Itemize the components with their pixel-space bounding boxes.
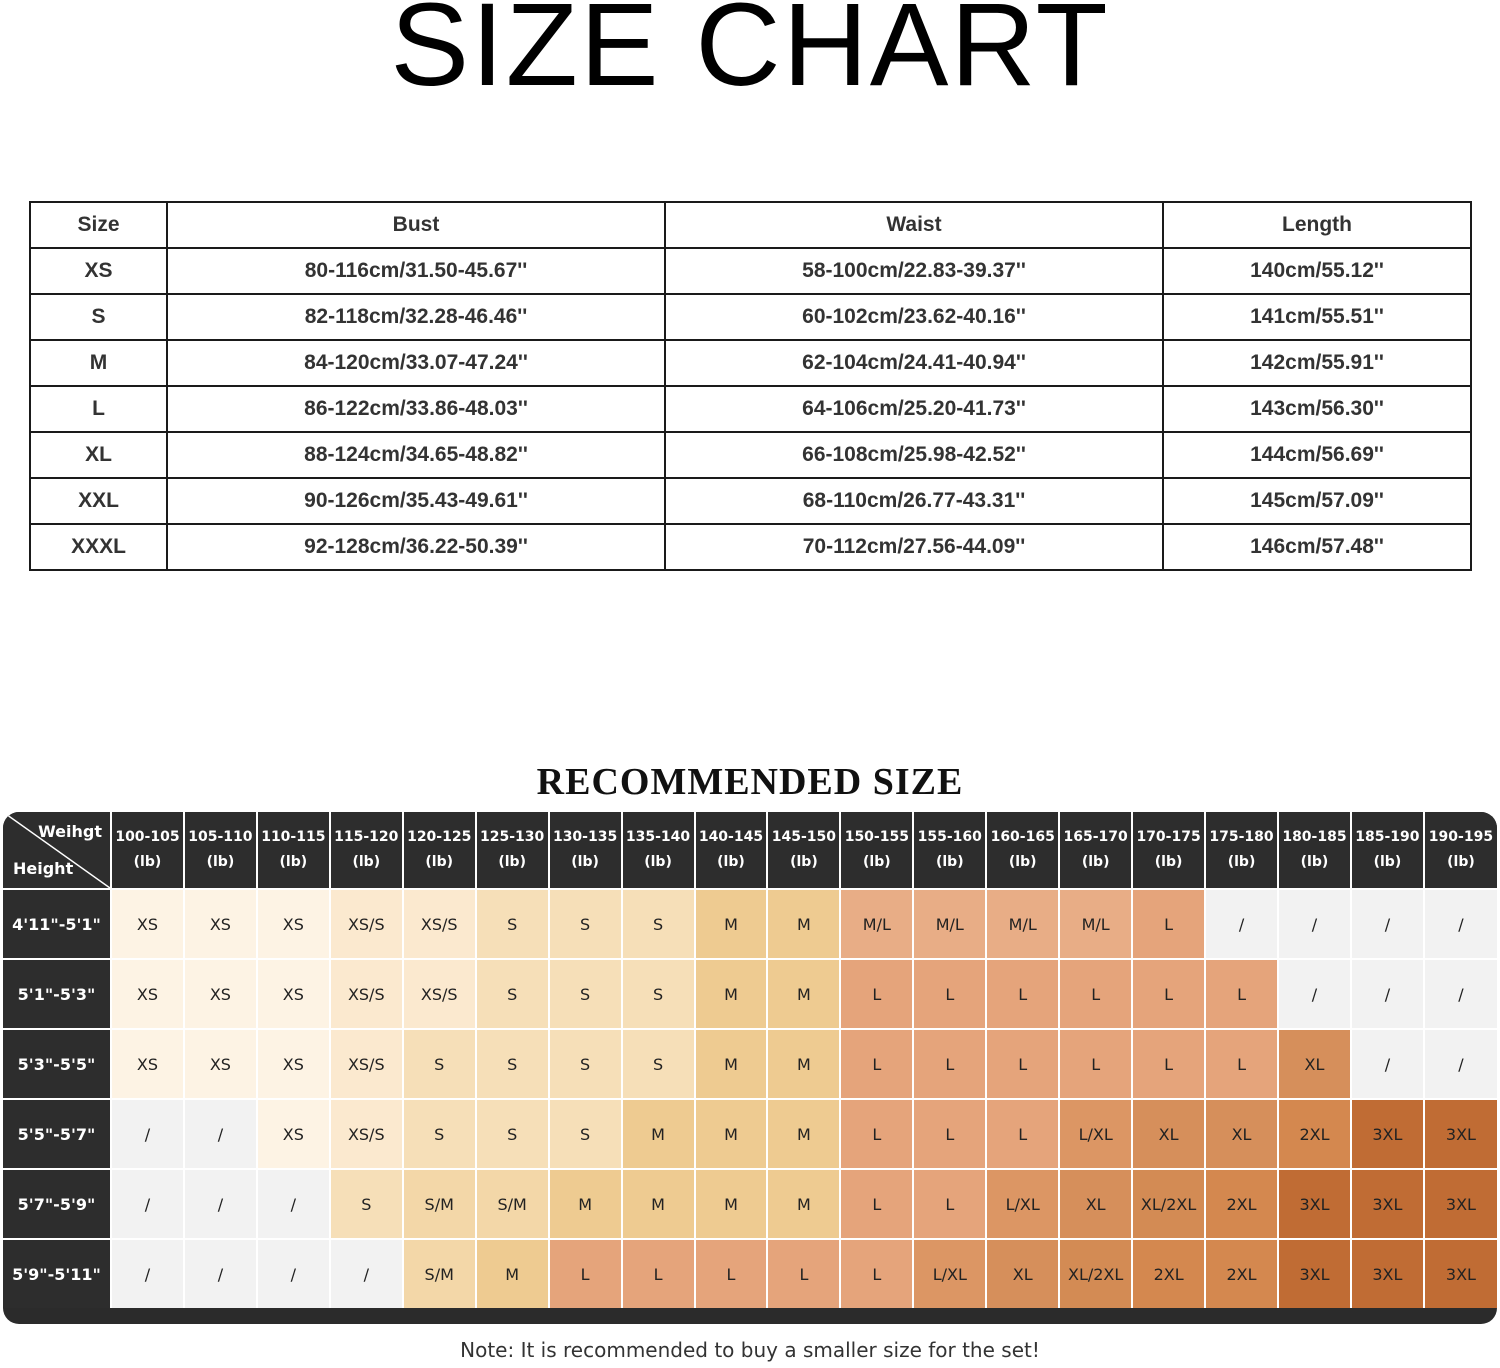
- weight-range: 170-175: [1136, 829, 1201, 845]
- size-recommendation-cell: L: [549, 1239, 622, 1308]
- size-recommendation-cell: S: [476, 1029, 549, 1099]
- weight-header: [840, 812, 913, 889]
- bust-cell: 90-126cm/35.43-49.61'': [167, 478, 665, 524]
- weight-range: 150-155: [844, 829, 909, 845]
- weight-header: [622, 812, 695, 889]
- height-row: [3, 889, 1497, 959]
- weight-unit: (lb): [425, 854, 454, 870]
- size-recommendation-cell: 3XL: [1278, 1169, 1351, 1239]
- size-recommendation-cell: L: [622, 1239, 695, 1308]
- bust-cell: 92-128cm/36.22-50.39'': [167, 524, 665, 570]
- weight-range: 120-125: [407, 829, 472, 845]
- weight-range: 125-130: [480, 829, 545, 845]
- size-recommendation-cell: XS: [257, 889, 330, 959]
- size-recommendation-cell: /: [257, 1239, 330, 1308]
- waist-cell: 68-110cm/26.77-43.31'': [665, 478, 1163, 524]
- size-table-row: [30, 432, 1471, 478]
- size-recommendation-cell: L: [1132, 889, 1205, 959]
- height-label: 5'1"-5'3": [3, 959, 111, 1029]
- size-recommendation-cell: S: [476, 889, 549, 959]
- size-recommendation-cell: M: [695, 1169, 768, 1239]
- size-recommendation-cell: XL: [1205, 1099, 1278, 1169]
- size-recommendation-cell: XS: [111, 889, 184, 959]
- size-recommendation-cell: M: [695, 1099, 768, 1169]
- size-table-header-row: [30, 202, 1471, 248]
- size-recommendation-cell: L: [840, 1099, 913, 1169]
- size-recommendation-cell: /: [1424, 889, 1497, 959]
- size-recommendation-cell: L: [913, 1099, 986, 1169]
- size-recommendation-cell: XS: [184, 959, 257, 1029]
- waist-cell: 58-100cm/22.83-39.37'': [665, 248, 1163, 294]
- weight-header: [403, 812, 476, 889]
- size-recommendation-cell: L: [840, 1029, 913, 1099]
- size-table-row: [30, 478, 1471, 524]
- weight-range: 130-135: [552, 829, 618, 845]
- size-recommendation-cell: M: [695, 1029, 768, 1099]
- size-recommendation-cell: XS/S: [330, 889, 403, 959]
- recommendation-note: Note: It is recommended to buy a smaller size for the set!: [460, 1338, 1040, 1362]
- height-label: 5'9"-5'11": [3, 1239, 111, 1308]
- waist-cell: 66-108cm/25.98-42.52'': [665, 432, 1163, 478]
- size-recommendation-cell: L/XL: [1059, 1099, 1132, 1169]
- corner-cell: [3, 812, 111, 889]
- size-recommendation-cell: L: [913, 1029, 986, 1099]
- size-table-row: [30, 386, 1471, 432]
- size-cell: XXL: [30, 478, 167, 524]
- size-recommendation-cell: 3XL: [1351, 1239, 1424, 1308]
- size-recommendation-cell: 3XL: [1351, 1099, 1424, 1169]
- size-recommendation-cell: XL/2XL: [1132, 1169, 1205, 1239]
- weight-unit: (lb): [935, 854, 964, 870]
- size-recommendation-cell: S: [330, 1169, 403, 1239]
- size-recommendation-cell: M/L: [840, 889, 913, 959]
- waist-cell: 62-104cm/24.41-40.94'': [665, 340, 1163, 386]
- size-recommendation-cell: /: [1424, 959, 1497, 1029]
- weight-range: 185-190: [1355, 829, 1420, 845]
- size-recommendation-cell: S/M: [403, 1239, 476, 1308]
- weight-range: 155-160: [917, 829, 982, 845]
- size-recommendation-cell: /: [1278, 959, 1351, 1029]
- size-recommendation-cell: L: [986, 1099, 1059, 1169]
- size-recommendation-cell: 2XL: [1205, 1239, 1278, 1308]
- size-recommendation-cell: XL/2XL: [1059, 1239, 1132, 1308]
- col-header-bust: Bust: [167, 202, 665, 248]
- size-recommendation-cell: S: [403, 1029, 476, 1099]
- size-recommendation-cell: XL: [1278, 1029, 1351, 1099]
- size-recommendation-cell: /: [330, 1239, 403, 1308]
- height-row: [3, 1239, 1497, 1308]
- size-recommendation-cell: /: [184, 1169, 257, 1239]
- size-recommendation-cell: /: [184, 1099, 257, 1169]
- size-recommendation-cell: XL: [1132, 1099, 1205, 1169]
- col-header-length: Length: [1163, 202, 1471, 248]
- size-recommendation-cell: 3XL: [1424, 1099, 1497, 1169]
- weight-header: [1132, 812, 1205, 889]
- size-recommendation-cell: L: [986, 959, 1059, 1029]
- size-recommendation-cell: L: [840, 959, 913, 1029]
- size-cell: XL: [30, 432, 167, 478]
- size-recommendation-cell: M: [476, 1239, 549, 1308]
- size-recommendation-cell: 3XL: [1278, 1239, 1351, 1308]
- col-header-waist: Waist: [665, 202, 1163, 248]
- size-recommendation-cell: S: [403, 1099, 476, 1169]
- size-recommendation-cell: L: [986, 1029, 1059, 1099]
- size-recommendation-cell: /: [1351, 959, 1424, 1029]
- size-recommendation-cell: S/M: [476, 1169, 549, 1239]
- size-recommendation-cell: XL: [1059, 1169, 1132, 1239]
- size-recommendation-cell: XS: [184, 889, 257, 959]
- weight-range: 190-195: [1428, 829, 1494, 845]
- weight-range: 145-150: [771, 829, 837, 845]
- weight-unit: (lb): [1373, 854, 1402, 870]
- size-recommendation-cell: M/L: [1059, 889, 1132, 959]
- weight-header: [184, 812, 257, 889]
- weight-range: 110-115: [261, 829, 326, 845]
- weight-header: [986, 812, 1059, 889]
- size-recommendation-cell: L: [767, 1239, 840, 1308]
- size-recommendation-cell: S: [476, 959, 549, 1029]
- size-recommendation-cell: 2XL: [1132, 1239, 1205, 1308]
- length-cell: 140cm/55.12'': [1163, 248, 1471, 294]
- size-recommendation-cell: S: [549, 1029, 622, 1099]
- size-recommendation-cell: XS/S: [330, 959, 403, 1029]
- size-recommendation-cell: L/XL: [913, 1239, 986, 1308]
- waist-cell: 60-102cm/23.62-40.16'': [665, 294, 1163, 340]
- size-recommendation-cell: M: [695, 889, 768, 959]
- bust-cell: 82-118cm/32.28-46.46'': [167, 294, 665, 340]
- weight-axis-label: Weihgt: [38, 822, 102, 841]
- size-recommendation-cell: XS: [257, 1099, 330, 1169]
- weight-unit: (lb): [1154, 854, 1183, 870]
- size-recommendation-cell: /: [1278, 889, 1351, 959]
- weight-header-row: [3, 812, 1497, 889]
- bust-cell: 84-120cm/33.07-47.24'': [167, 340, 665, 386]
- weight-unit: (lb): [717, 854, 745, 870]
- weight-header: [1059, 812, 1132, 889]
- size-recommendation-cell: /: [1424, 1029, 1497, 1099]
- size-recommendation-cell: L: [1059, 1029, 1132, 1099]
- height-row: [3, 1029, 1497, 1099]
- height-row: [3, 1169, 1497, 1239]
- weight-header: [1351, 812, 1424, 889]
- size-recommendation-cell: L: [1059, 959, 1132, 1029]
- size-recommendation-cell: /: [111, 1099, 184, 1169]
- weight-header: [695, 812, 768, 889]
- weight-range: 160-165: [990, 829, 1055, 845]
- height-axis-label: Height: [13, 859, 74, 878]
- size-recommendation-cell: /: [1351, 889, 1424, 959]
- size-recommendation-cell: L: [913, 1169, 986, 1239]
- size-recommendation-cell: 2XL: [1278, 1099, 1351, 1169]
- size-recommendation-cell: L: [695, 1239, 768, 1308]
- size-recommendation-cell: L: [1205, 1029, 1278, 1099]
- bust-cell: 88-124cm/34.65-48.82'': [167, 432, 665, 478]
- size-recommendation-cell: /: [184, 1239, 257, 1308]
- weight-range: 165-170: [1063, 829, 1128, 845]
- bust-cell: 86-122cm/33.86-48.03'': [167, 386, 665, 432]
- weight-range: 135-140: [625, 829, 691, 845]
- size-recommendation-cell: XS/S: [403, 889, 476, 959]
- length-cell: 142cm/55.91'': [1163, 340, 1471, 386]
- size-recommendation-cell: L: [840, 1169, 913, 1239]
- recommended-size-title: RECOMMENDED SIZE: [536, 761, 964, 803]
- col-header-size: Size: [30, 202, 167, 248]
- size-recommendation-cell: M: [767, 1099, 840, 1169]
- size-recommendation-cell: M: [767, 959, 840, 1029]
- weight-unit: (lb): [352, 854, 381, 870]
- height-row: [3, 959, 1497, 1029]
- weight-header: [913, 812, 986, 889]
- weight-range: 115-120: [334, 829, 399, 845]
- size-recommendation-cell: 3XL: [1424, 1239, 1497, 1308]
- size-recommendation-cell: XS: [184, 1029, 257, 1099]
- size-recommendation-cell: M: [767, 1169, 840, 1239]
- size-recommendation-cell: /: [257, 1169, 330, 1239]
- size-recommendation-cell: L: [840, 1239, 913, 1308]
- height-label: 5'7"-5'9": [3, 1169, 111, 1239]
- size-recommendation-cell: XS/S: [330, 1099, 403, 1169]
- size-recommendation-cell: S/M: [403, 1169, 476, 1239]
- weight-header: [1205, 812, 1278, 889]
- size-recommendation-cell: M: [622, 1169, 695, 1239]
- size-table-row: [30, 248, 1471, 294]
- size-chart-table: [29, 201, 1472, 571]
- size-recommendation-cell: /: [111, 1239, 184, 1308]
- weight-header: [1424, 812, 1497, 889]
- size-recommendation-cell: S: [622, 889, 695, 959]
- weight-unit: (lb): [206, 854, 235, 870]
- size-recommendation-cell: XS: [111, 1029, 184, 1099]
- height-label: 4'11"-5'1": [3, 889, 111, 959]
- size-recommendation-cell: M: [767, 1029, 840, 1099]
- height-label: 5'3"-5'5": [3, 1029, 111, 1099]
- size-recommendation-cell: S: [549, 889, 622, 959]
- height-label: 5'5"-5'7": [3, 1099, 111, 1169]
- bust-cell: 80-116cm/31.50-45.67'': [167, 248, 665, 294]
- weight-range: 175-180: [1209, 829, 1274, 845]
- size-recommendation-cell: M: [767, 889, 840, 959]
- size-recommendation-cell: L/XL: [986, 1169, 1059, 1239]
- weight-header: [330, 812, 403, 889]
- size-recommendation-cell: S: [549, 1099, 622, 1169]
- size-recommendation-cell: XS: [111, 959, 184, 1029]
- weight-header: [257, 812, 330, 889]
- size-table-row: [30, 294, 1471, 340]
- length-cell: 145cm/57.09'': [1163, 478, 1471, 524]
- length-cell: 141cm/55.51'': [1163, 294, 1471, 340]
- weight-header: [1278, 812, 1351, 889]
- size-recommendation-cell: XS: [257, 1029, 330, 1099]
- size-recommendation-cell: L: [1132, 959, 1205, 1029]
- size-recommendation-cell: XS/S: [403, 959, 476, 1029]
- size-recommendation-cell: 3XL: [1351, 1169, 1424, 1239]
- page-title: SIZE CHART: [390, 0, 1110, 111]
- length-cell: 146cm/57.48'': [1163, 524, 1471, 570]
- size-recommendation-cell: M/L: [913, 889, 986, 959]
- size-recommendation-cell: L: [913, 959, 986, 1029]
- size-cell: L: [30, 386, 167, 432]
- size-recommendation-cell: XL: [986, 1239, 1059, 1308]
- weight-range: 140-145: [698, 829, 764, 845]
- size-recommendation-cell: /: [111, 1169, 184, 1239]
- size-recommendation-cell: /: [1351, 1029, 1424, 1099]
- weight-range: 100-105: [115, 829, 180, 845]
- weight-unit: (lb): [644, 854, 672, 870]
- size-cell: XS: [30, 248, 167, 294]
- size-recommendation-cell: M/L: [986, 889, 1059, 959]
- size-table-row: [30, 340, 1471, 386]
- weight-header: [476, 812, 549, 889]
- weight-unit: (lb): [863, 854, 891, 870]
- waist-cell: 64-106cm/25.20-41.73'': [665, 386, 1163, 432]
- weight-unit: (lb): [1447, 854, 1475, 870]
- size-recommendation-cell: 3XL: [1424, 1169, 1497, 1239]
- weight-unit: (lb): [571, 854, 599, 870]
- weight-unit: (lb): [133, 854, 162, 870]
- height-row: [3, 1099, 1497, 1169]
- recommended-size-table: [3, 812, 1497, 1308]
- recommended-size-grid: [3, 812, 1497, 1324]
- weight-header: [549, 812, 622, 889]
- length-cell: 144cm/56.69'': [1163, 432, 1471, 478]
- weight-unit: (lb): [790, 854, 818, 870]
- weight-header: [111, 812, 184, 889]
- weight-unit: (lb): [1008, 854, 1037, 870]
- weight-unit: (lb): [1227, 854, 1256, 870]
- size-recommendation-cell: S: [549, 959, 622, 1029]
- weight-header: [767, 812, 840, 889]
- size-recommendation-cell: L: [1205, 959, 1278, 1029]
- size-recommendation-cell: S: [622, 959, 695, 1029]
- size-table-row: [30, 524, 1471, 570]
- weight-unit: (lb): [1081, 854, 1110, 870]
- weight-unit: (lb): [498, 854, 526, 870]
- waist-cell: 70-112cm/27.56-44.09'': [665, 524, 1163, 570]
- size-recommendation-cell: XS/S: [330, 1029, 403, 1099]
- length-cell: 143cm/56.30'': [1163, 386, 1471, 432]
- size-recommendation-cell: S: [622, 1029, 695, 1099]
- size-recommendation-cell: L: [1132, 1029, 1205, 1099]
- weight-unit: (lb): [279, 854, 308, 870]
- size-recommendation-cell: 2XL: [1205, 1169, 1278, 1239]
- weight-unit: (lb): [1300, 854, 1329, 870]
- size-recommendation-cell: M: [549, 1169, 622, 1239]
- size-cell: S: [30, 294, 167, 340]
- weight-range: 180-185: [1282, 829, 1347, 845]
- size-cell: XXXL: [30, 524, 167, 570]
- size-recommendation-cell: XS: [257, 959, 330, 1029]
- size-cell: M: [30, 340, 167, 386]
- size-recommendation-cell: S: [476, 1099, 549, 1169]
- size-recommendation-cell: /: [1205, 889, 1278, 959]
- size-recommendation-cell: M: [622, 1099, 695, 1169]
- weight-range: 105-110: [188, 829, 253, 845]
- size-recommendation-cell: M: [695, 959, 768, 1029]
